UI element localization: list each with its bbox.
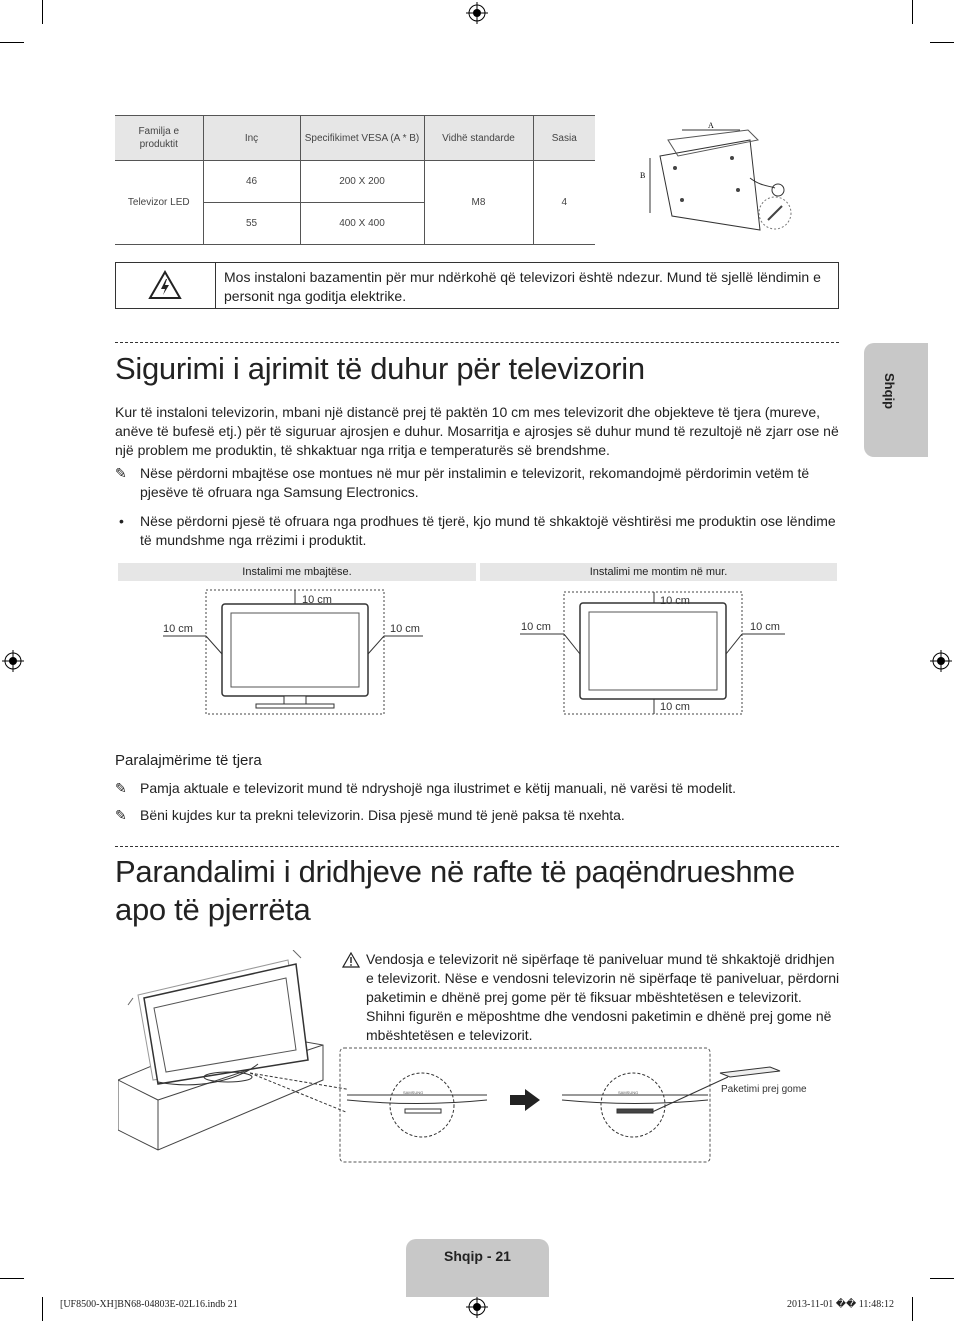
distance-label-left: 10 cm bbox=[163, 623, 193, 635]
note-pencil-icon: ✎ bbox=[115, 465, 127, 481]
table-header-row bbox=[115, 116, 595, 161]
note-text: Nëse përdorni mbajtëse ose montues në mur për instalimin e televizorit, rekomandojmë përdorimin vetëm të pjesëve të ofruara nga Samsung Electronics. bbox=[140, 465, 810, 500]
distance-label-top: 10 cm bbox=[660, 595, 690, 607]
registration-mark-icon bbox=[466, 1296, 488, 1318]
wall-installation-figure bbox=[480, 584, 838, 719]
crop-mark bbox=[930, 1278, 954, 1279]
rubber-packing-label: Paketimi prej gome bbox=[721, 1084, 807, 1095]
rubber-packing-diagram bbox=[250, 1045, 830, 1165]
caution-item bbox=[340, 950, 840, 1045]
warning-text: Mos instaloni bazamentin për mur ndërkohë që televizori është ndezur. Mund të sjellë lëndimin e personit nga goditja elektrike. bbox=[224, 269, 821, 304]
crop-mark bbox=[0, 1278, 24, 1279]
note-pencil-icon: ✎ bbox=[115, 780, 127, 796]
table-header: Sasia bbox=[533, 116, 595, 161]
right-arrow-icon bbox=[510, 1089, 540, 1111]
crop-mark bbox=[42, 0, 43, 24]
note-text: Bëni kujdes kur ta prekni televizorin. Disa pjesë mund të jenë paksa të nxehta. bbox=[140, 807, 625, 823]
crop-mark bbox=[42, 1297, 43, 1321]
table-row bbox=[115, 161, 595, 203]
note-pencil-icon: ✎ bbox=[115, 807, 127, 823]
table-cell: M8 bbox=[424, 161, 533, 245]
table-header: Inç bbox=[203, 116, 300, 161]
side-tab-label: Shqip bbox=[882, 373, 897, 410]
table-cell: 55 bbox=[203, 203, 300, 245]
language-side-tab bbox=[864, 343, 928, 457]
figure-caption-stand: Instalimi me mbajtëse. bbox=[118, 563, 476, 581]
warning-box bbox=[115, 262, 839, 309]
note-item bbox=[115, 464, 840, 502]
table-cell: 400 X 400 bbox=[300, 203, 424, 245]
note-item bbox=[115, 806, 840, 825]
distance-label-top: 10 cm bbox=[302, 594, 332, 606]
section-divider bbox=[115, 342, 839, 343]
footer-file-info: [UF8500-XH]BN68-04803E-02L16.indb 21 bbox=[60, 1299, 238, 1310]
table-cell: 4 bbox=[533, 161, 595, 245]
distance-label-left: 10 cm bbox=[521, 621, 551, 633]
crop-mark bbox=[930, 42, 954, 43]
table-cell: 46 bbox=[203, 161, 300, 203]
electric-hazard-icon bbox=[148, 270, 182, 300]
crop-mark bbox=[0, 42, 24, 43]
brand-logo: SAMSUNG bbox=[403, 1090, 424, 1095]
bullet-icon: • bbox=[119, 513, 124, 529]
table-header: Familja e produktit bbox=[115, 116, 203, 161]
diagram-label-b: B bbox=[640, 171, 646, 180]
section-title: Sigurimi i ajrimit të duhur për televizorin bbox=[115, 351, 645, 386]
vesa-spec-table bbox=[115, 115, 595, 245]
distance-label-right: 10 cm bbox=[390, 623, 420, 635]
other-warnings-heading: Paralajmërime të tjera bbox=[115, 752, 262, 769]
table-cell: Televizor LED bbox=[115, 161, 203, 245]
bullet-text: Nëse përdorni pjesë të ofruara nga prodhues të tjerë, kjo mund të shkaktojë vështirësi me produktin ose lëndime të mundshme nga rrëzimi i produktit. bbox=[140, 513, 836, 548]
stand-installation-figure bbox=[118, 584, 476, 719]
registration-mark-icon bbox=[2, 650, 24, 672]
bullet-item bbox=[115, 512, 840, 550]
crop-mark bbox=[912, 0, 913, 24]
page-number: Shqip - 21 bbox=[444, 1248, 511, 1264]
ventilation-paragraph: Kur të instaloni televizorin, mbani një distancë prej të paktën 10 cm mes televizorit dhe objekteve të tjera (mureve, anëve të bufesë etj.) për të siguruar ajrosjen e duhur. Mosarritja e ajrosjes së duhur mund të rezultojë në zjarr ose në një problem me produktin, të shkaktuar nga rritja e temperaturës së brendshme. bbox=[115, 404, 839, 458]
table-header: Vidhë standarde bbox=[424, 116, 533, 161]
note-text: Pamja aktuale e televizorit mund të ndryshojë nga ilustrimet e këtij manuali, në varësi të modelit. bbox=[140, 780, 737, 796]
brand-logo: SAMSUNG bbox=[618, 1090, 639, 1095]
caution-text: Vendosja e televizorit në sipërfaqe të paniveluar mund të shkaktojë dridhjen e televizorit. Nëse e vendosni televizorin në sipërfaqe të paniveluar, përdorni paketimin e dhënë prej gome për të fiksuar mbështetësen e televizorit. Shihni figurën e mëposhtme dhe vendosni paketimin e dhënë prej gome në mbështetësen e televizorit. bbox=[366, 951, 840, 1043]
note-item bbox=[115, 779, 840, 798]
page-number-tab bbox=[406, 1239, 549, 1297]
footer-timestamp: 2013-11-01 �� 11:48:12 bbox=[787, 1299, 894, 1310]
distance-label-bottom: 10 cm bbox=[660, 701, 690, 713]
distance-label-right: 10 cm bbox=[750, 621, 780, 633]
table-cell: 200 X 200 bbox=[300, 161, 424, 203]
section-divider bbox=[115, 846, 839, 847]
registration-mark-icon bbox=[930, 650, 952, 672]
registration-mark-icon bbox=[466, 2, 488, 24]
figure-caption-wall: Instalimi me montim në mur. bbox=[480, 563, 837, 581]
section-title: Parandalimi i dridhjeve në rafte të paqëndrueshme apo të pjerrëta bbox=[115, 854, 795, 927]
crop-mark bbox=[912, 1297, 913, 1321]
table-header: Specifikimet VESA (A * B) bbox=[300, 116, 424, 161]
caution-triangle-icon bbox=[342, 952, 360, 968]
diagram-label-a: A bbox=[708, 121, 714, 130]
vesa-mount-diagram bbox=[630, 118, 810, 243]
